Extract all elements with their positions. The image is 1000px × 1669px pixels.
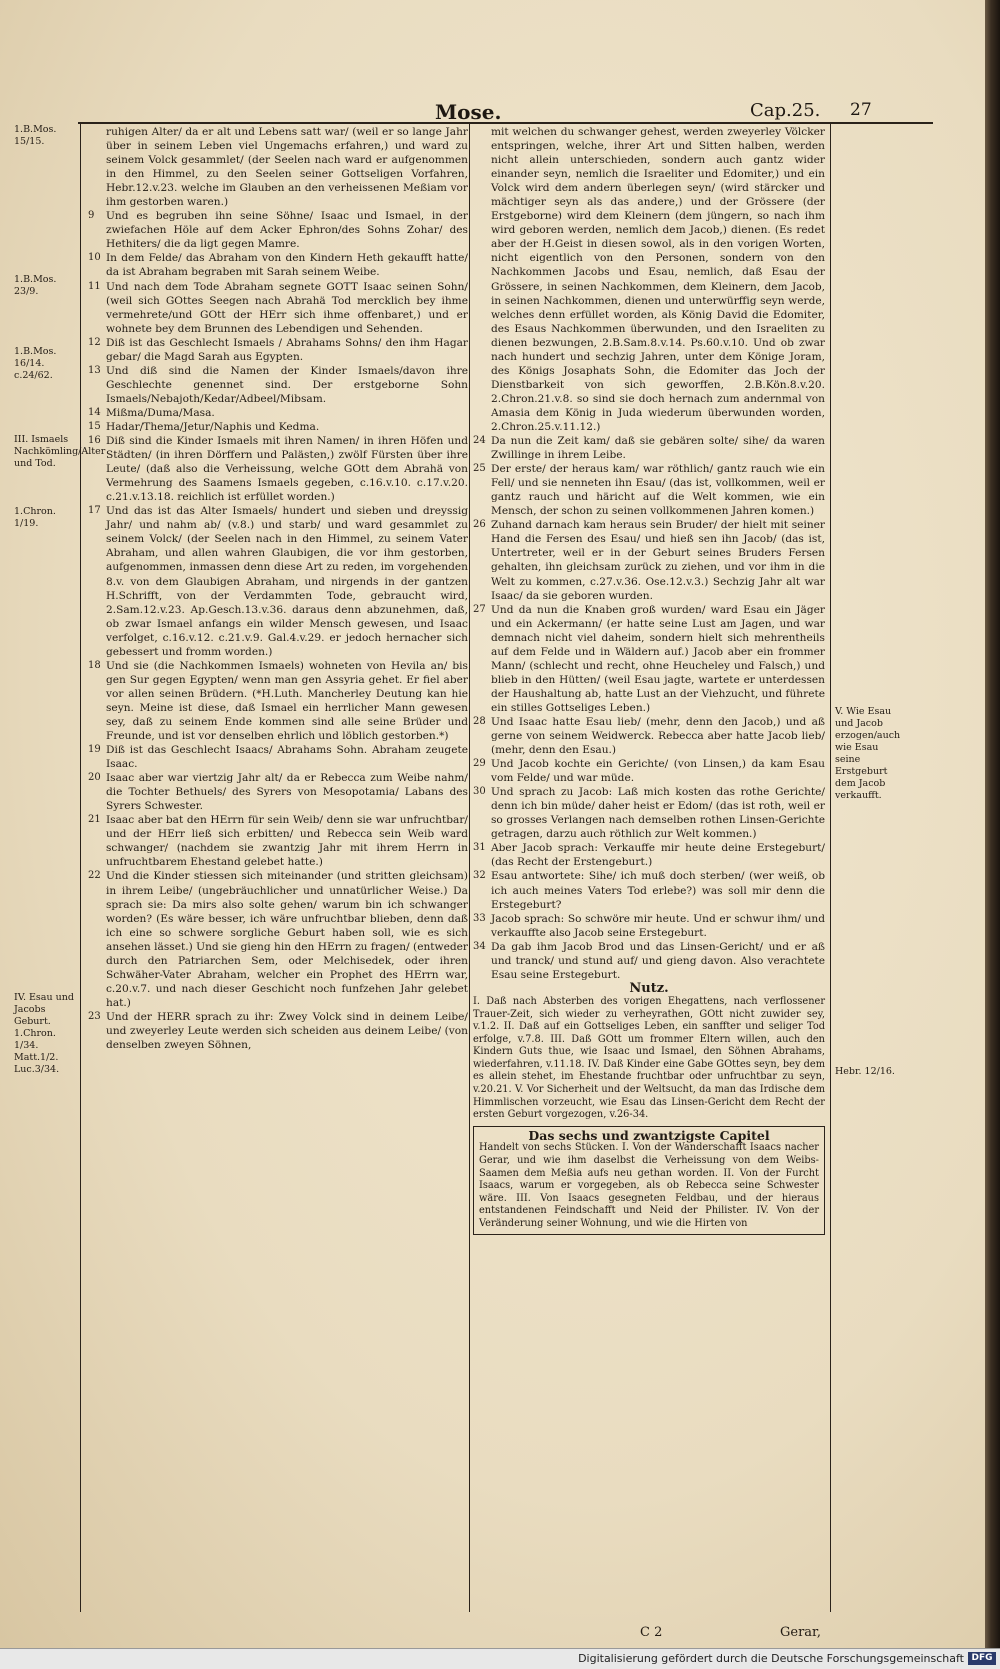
verse-text: Und diß sind die Namen der Kinder Ismaels/davon ihre Geschlechte genennet sind. Der erstgeborne Sohn Ismaels/Nebajoth/Kedar/Adbeel/Mibsam. bbox=[106, 364, 468, 405]
verse-number bbox=[473, 125, 491, 434]
verse-text: ruhigen Alter/ da er alt und Lebens satt war/ (weil er so lange Jahr über in seinem Leben viel Ungemachs erfahren,) und ward zu seinem Volck gesammlet/ (der Seelen nach ward er aufgenommen in den Himmel, zu den Seelen seiner Gottseligen Vorfahren, Hebr.12.v.23. welche im Glauben an den verheissenen Meßiam vor ihm gestorben waren.) bbox=[106, 126, 468, 209]
verse-number: 17 bbox=[88, 505, 101, 517]
footer-bar bbox=[0, 1648, 1000, 1669]
verse-number: 9 bbox=[88, 210, 95, 222]
nutz-heading: Nutz. bbox=[629, 980, 669, 996]
verse bbox=[473, 841, 825, 869]
verse-text: Und Jacob kochte ein Gerichte/ (von Linsen,) da kam Esau vom Felde/ und war müde. bbox=[491, 758, 825, 785]
verse bbox=[88, 209, 468, 251]
verse bbox=[88, 125, 468, 209]
verse-number: 27 bbox=[473, 603, 486, 615]
margin-note: IV. Esau und Jacobs Geburt. 1.Chron. 1/34. Matt.1/2. Luc.3/34. bbox=[14, 992, 74, 1075]
verse-number: 10 bbox=[88, 252, 101, 264]
verse-number: 26 bbox=[473, 519, 486, 531]
verse-text: Diß ist das Geschlecht Ismaels / Abrahams Sohns/ den ihm Hagar gebar/ die Magd Sarah aus Egypten. bbox=[106, 336, 468, 363]
verse-number: 24 bbox=[473, 435, 486, 447]
verse-number: 20 bbox=[88, 772, 101, 784]
right-margin-rule bbox=[830, 122, 831, 1612]
verse bbox=[88, 743, 468, 771]
verse bbox=[88, 336, 468, 364]
verse-text: Da gab ihm Jacob Brod und das Linsen-Gericht/ und er aß und tranck/ und stund auf/ und gieng davon. Also verachtete Esau seine Erstegeburt. bbox=[491, 940, 825, 981]
margin-note: 1.B.Mos. 23/9. bbox=[14, 274, 57, 297]
verse bbox=[473, 518, 825, 602]
dfg-logo: DFG bbox=[968, 1652, 996, 1665]
verse bbox=[88, 659, 468, 743]
column-divider bbox=[469, 122, 470, 1612]
verse-text: Hadar/Thema/Jetur/Naphis und Kedma. bbox=[106, 420, 320, 433]
verse-number: 25 bbox=[473, 463, 486, 475]
verse-text: Diß ist das Geschlecht Isaacs/ Abrahams Sohn. Abraham zeugete Isaac. bbox=[106, 744, 468, 771]
verse-text: Und sprach zu Jacob: Laß mich kosten das rothe Gerichte/ denn ich bin müde/ daher heist er Edom/ (das ist roth, weil er so grosses Verlangen nach demselben rothen Linsen-Gerichte getragen, darzu auch röthlich zur Welt kommen.) bbox=[491, 786, 825, 841]
verse bbox=[473, 125, 825, 434]
verse bbox=[473, 940, 825, 982]
page-number: 27 bbox=[850, 100, 872, 120]
verse bbox=[473, 869, 825, 911]
verse-number: 33 bbox=[473, 912, 486, 924]
verse-number: 21 bbox=[88, 814, 101, 826]
verse-number: 31 bbox=[473, 842, 486, 854]
verse bbox=[88, 869, 468, 1009]
verse-number: 23 bbox=[88, 1010, 101, 1022]
verse bbox=[88, 364, 468, 406]
verse-number: 15 bbox=[88, 420, 101, 432]
verse-number: 30 bbox=[473, 786, 486, 798]
header-rule bbox=[78, 122, 933, 124]
verse bbox=[88, 434, 468, 504]
summary-text: Handelt von sechs Stücken. I. Von der Wanderschafft Isaacs nacher Gerar, und wie ihm daselbst die Verheissung von dem Weibs-Saamen dem Meßia aufs neu gethan worden. II. Von der Furcht Isaacs, warum er vorgegeben, als ob Rebecca seine Schwester wäre. III. Von Isaacs gesegneten Feldbau, und der hieraus entstandenen Feindschafft und Neid der Philister. IV. Von der Veränderung seiner Wohnung, und wie die Hirten von bbox=[479, 1142, 819, 1229]
verse-number: 29 bbox=[473, 758, 486, 770]
nutz-text: I. Daß nach Absterben des vorigen Ehegattens, nach verflossener Trauer-Zeit, sich wieder zu verheyrathen, GOtt nicht zuwider sey, v.1.2. II. Daß auf ein Gottseliges Leben, ein sanffter und seliger Tod erfolge, v.7.8. III. Daß GOtt um frommer Eltern willen, auch den Kindern Guts thue, wie Isaac und Ismael, den Söhnen Abrahams, wiederfahren, v.11.18. IV. Daß Kinder eine Gabe GOttes seyn, bey dem es allein stehet, im Ehestande fruchtbar oder unfruchtbar zu seyn, v.20.21. V. Vor Sicherheit und der Weltsucht, da man das Irdische dem Himmlischen vorzeucht, wie Esau das Linsen-Gericht dem Recht der ersten Geburt vorgezogen, v.26-34. bbox=[473, 995, 825, 1121]
verse bbox=[88, 771, 468, 813]
verse-number: 14 bbox=[88, 406, 101, 418]
margin-note: 1.B.Mos. 16/14. c.24/62. bbox=[14, 346, 57, 381]
verse-text: Jacob sprach: So schwöre mir heute. Und er schwur ihm/ und verkauffte also Jacob seine Erstegeburt. bbox=[491, 912, 825, 939]
verse-number: 16 bbox=[88, 435, 101, 447]
verse bbox=[88, 251, 468, 279]
verse-number: 32 bbox=[473, 870, 486, 882]
signature-mark: C 2 bbox=[640, 1625, 663, 1640]
verse bbox=[473, 603, 825, 715]
page-edge bbox=[985, 0, 1000, 1648]
margin-note: 1.Chron. 1/19. bbox=[14, 506, 56, 529]
verse-text: Und der HERR sprach zu ihr: Zwey Volck sind in deinem Leibe/ und zweyerley Leute werden sich scheiden aus deinem Leibe/ (von denselben zweyen Söhnen, bbox=[106, 1010, 468, 1052]
catchword: Gerar, bbox=[780, 1625, 821, 1640]
left-margin-rule bbox=[80, 122, 81, 1612]
verse-text: mit welchen du schwanger gehest, werden zweyerley Völcker entspringen, welche, ihrer Art und Sitten halben, werden nicht allein unterschieden, sondern auch gantz wider einander seyn, nemlich die Israeliter und Edomiter,) und ein Volck wird dem andern überlegen seyn/ (wird stärcker und mächtiger seyn als das andere,) und der Grössere (der Erstgeborne) wird dem Kleinern (dem jüngern, so nach ihm wird geboren werden, nemlich dem Jacob,) dienen. (Es redet aber der H.Geist in diesen sowol, als in den vorigen Worten, nicht eigentlich von den Personen, sondern von den Nachkommen Jacobs und Esau, nemlich, daß Esau der Grössere, in seinen Nachkommen, dem Kleinern, dem Jacob, in seinen Nachkommen, dienen und unterwürffig seyn werde, welches denn erfüllet worden, als König David die Edomiter, des Esaus Nachkommen überwunden, und den Israeliten zu dienen bezwungen, 2.B.Sam.8.v.14. Ps.60.v.10. Und ob zwar nach hundert und sechzig Jahren, unter dem Könige Joram, des Königs Josaphats Sohn, die Edomiter das Joch der Dienstbarkeit von sich geworffen, 2.B.Kön.8.v.20. 2.Chron.21.v.8. so sind sie doch hernach zum andernmal von Amasia dem König in Juda wiederum überwunden worden, 2.Chron.25.v.11.12.) bbox=[491, 126, 825, 433]
verse-text: Aber Jacob sprach: Verkauffe mir heute deine Erstegeburt/ (das Recht der Erstengeburt.) bbox=[491, 842, 825, 869]
verse bbox=[88, 406, 468, 420]
verse-text: In dem Felde/ das Abraham von den Kindern Heth gekaufft hatte/ da ist Abraham begraben mit Sarah seinem Weibe. bbox=[106, 252, 468, 279]
verse bbox=[473, 462, 825, 518]
verse-number: 12 bbox=[88, 336, 101, 348]
verse-text: Isaac aber bat den HErrn für sein Weib/ denn sie war unfruchtbar/ und der HErr ließ sich erbitten/ und Rebecca sein Weib ward schwanger/ (nachdem sie zwantzig Jahr mit ihrem Herrn in unfruchtbarem Ehestand gelebet hatte.) bbox=[106, 814, 468, 869]
verse-text: Diß sind die Kinder Ismaels mit ihren Namen/ in ihren Höfen und Städten/ (in ihren Dörffern und Palästen,) zwölf Fürsten über ihre Leute/ (daß also die Verheissung, welche GOtt dem Abrahä von Vermehrung des Saamens Ismaels gegeben, c.16.v.10. c.17.v.20. c.21.v.13.18. reichlich ist erfüllet worden.) bbox=[106, 435, 468, 504]
verse-text: Und es begruben ihn seine Söhne/ Isaac und Ismael, in der zwiefachen Höle auf dem Acker Ephron/des Sohns Zohar/ des Hethiters/ die da ligt gegen Mamre. bbox=[106, 210, 468, 251]
chapter-heading: Cap.25. bbox=[750, 100, 821, 121]
verse-text: Da nun die Zeit kam/ daß sie gebären solte/ sihe/ da waren Zwillinge in ihrem Leibe. bbox=[491, 435, 825, 462]
verse-text: Zuhand darnach kam heraus sein Bruder/ der hielt mit seiner Hand die Fersen des Esau/ und hieß sen ihn Jacob/ (das ist, Untertreter, weil er in der Geburt seines Bruders Fersen gehalten, ihn gleichsam zurück zu ziehen, und vor ihm in die Welt zu kommen, c.27.v.36. Ose.12.v.3.) Sechzig Jahr alt war Isaac/ da sie geboren wurden. bbox=[491, 519, 825, 602]
summary-heading: Das sechs und zwantzigste Capitel bbox=[528, 1127, 770, 1143]
verse-text: Esau antwortete: Sihe/ ich muß doch sterben/ (wer weiß, ob ich auch meines Vaters Tod erlebe?) was soll mir denn die Erstegeburt? bbox=[491, 870, 825, 911]
verse bbox=[473, 757, 825, 785]
verse-number: 22 bbox=[88, 870, 101, 882]
verse bbox=[473, 715, 825, 757]
verse-text: Und da nun die Knaben groß wurden/ ward Esau ein Jäger und ein Ackermann/ (er hatte seine Lust am Jagen, und war demnach nicht viel daheim, sondern hielt sich mehrentheils auf dem Felde und in Wäldern auf.) Jacob aber ein frommer Mann/ (schlecht und recht, ohne Heucheley und Falsch,) und blieb in den Hütten/ (weil Esau jagte, wartete er unterdessen der Haushaltung ab, hatte Lust an der Viehzucht, und führete ein stilles Gottseliges Leben.) bbox=[491, 603, 825, 714]
verse-number: 11 bbox=[88, 280, 101, 292]
verse-number: 18 bbox=[88, 659, 101, 671]
margin-note: 1.B.Mos. 15/15. bbox=[14, 124, 57, 147]
verse bbox=[473, 912, 825, 940]
left-column bbox=[88, 125, 468, 1052]
verse bbox=[88, 504, 468, 659]
verse bbox=[88, 280, 468, 336]
verse bbox=[88, 1010, 468, 1052]
verse-text: Und nach dem Tode Abraham segnete GOTT Isaac seinen Sohn/ (weil sich GOttes Seegen nach Abrahä Tod mercklich bey ihme vermehrete/und GOtt der HErr sich ihme offenbaret,) und er wohnete bey dem Brunnen des Lebendigen und Sehenden. bbox=[106, 280, 468, 335]
verse-text: Und die Kinder stiessen sich miteinander (und stritten gleichsam) in ihrem Leibe/ (ungebräuchlicher und unnatürlicher Weise.) Da sprach sie: Da mirs also solte gehen/ warum bin ich schwanger worden? (Es wäre besser, ich wäre unfruchtbar blieben, denn daß ich eine so schwere sorgliche Geburt haben soll, wie es sich ansehen lässet.) Und sie gieng hin den HErrn zu fragen/ (entweder durch den Patriarchen Sem, oder Melchisedek, oder ihren Schwäher-Vater Abraham, welcher ein Prophet des HErrn war, c.20.v.7. und nach dieser Geschicht noch funfzehen Jahr gelebet hat.) bbox=[106, 870, 468, 1009]
verse-text: Mißma/Duma/Masa. bbox=[106, 406, 215, 419]
verse-number bbox=[88, 125, 106, 209]
right-column bbox=[473, 125, 825, 1235]
right-margin-note: Hebr. 12/16. bbox=[835, 1066, 895, 1077]
verse bbox=[473, 785, 825, 841]
verse bbox=[88, 813, 468, 869]
next-chapter-summary bbox=[473, 1126, 825, 1235]
verse-text: Isaac aber war viertzig Jahr alt/ da er Rebecca zum Weibe nahm/ die Tochter Bethuels/ des Syrers von Mesopotamia/ Labans des Syrers Schwester. bbox=[106, 772, 468, 813]
verse bbox=[88, 420, 468, 434]
footer-credit: Digitalisierung gefördert durch die Deutsche Forschungsgemeinschaft bbox=[578, 1652, 964, 1665]
verse-number: 19 bbox=[88, 744, 101, 756]
verse-text: Und sie (die Nachkommen Ismaels) wohneten von Hevila an/ bis gen Sur gegen Egypten/ wenn man gen Assyria gehet. Er fiel aber vor allen seinen Brüdern. (*H.Luth. Mancherley Deutung kan hie seyn. Meine ist diese, daß Ismael ein herrlicher Mann gewesen sey, daß zu seinem Ende kommen sind alle seine Brüder und Freunde, und ist vor denselben ehrlich und löblich gestorben.*) bbox=[106, 659, 468, 743]
right-margin-note: V. Wie Esau und Jacob erzogen/auch wie Esau seine Erstgeburt dem Jacob verkaufft. bbox=[835, 706, 901, 801]
verse-number: 13 bbox=[88, 364, 101, 376]
verse bbox=[473, 434, 825, 462]
verse-text: Und Isaac hatte Esau lieb/ (mehr, denn den Jacob,) und aß gerne von seinem Weidwerck. Rebecca aber hatte Jacob lieb/ (mehr, denn den Esau.) bbox=[491, 715, 825, 757]
verse-number: 34 bbox=[473, 940, 486, 952]
running-title: Mose. bbox=[435, 100, 502, 124]
margin-note: III. Ismaels Nachkömling/Alter und Tod. bbox=[14, 434, 106, 469]
verse-number: 28 bbox=[473, 715, 486, 727]
verse-text: Der erste/ der heraus kam/ war röthlich/ gantz rauch wie ein Fell/ und sie nenneten ihn Esau/ (das ist, vollkommen, weil er gantz rauch und häricht auf die Welt kommen, wie ein Mensch, der schon zu seinen vollkommenen Jahren komen.) bbox=[491, 463, 825, 518]
verse-text: Und das ist das Alter Ismaels/ hundert und sieben und dreyssig Jahr/ und nahm ab/ (v.8.) und starb/ und ward gesammlet zu seinem Volck/ (der Seelen nach in den Himmel, zu seinem Vater Abraham, und allen wahren Glaubigen, die vor ihm gestorben, aufgenommen, inmassen denn diese Art zu reden, im vorgehenden 8.v. von dem Glaubigen Abraham, und nirgends in der gantzen H.Schrifft, von der Verdammten Tode, gebraucht wird, 2.Sam.12.v.23. Ap.Gesch.13.v.36. daraus denn abzunehmen, daß, ob zwar Ismael anfangs ein wilder Mensch gewesen, und Isaac verfolget, c.16.v.12. c.21.v.9. Gal.4.v.29. er jedoch hernacher sich gebessert und fromm worden.) bbox=[106, 505, 468, 658]
